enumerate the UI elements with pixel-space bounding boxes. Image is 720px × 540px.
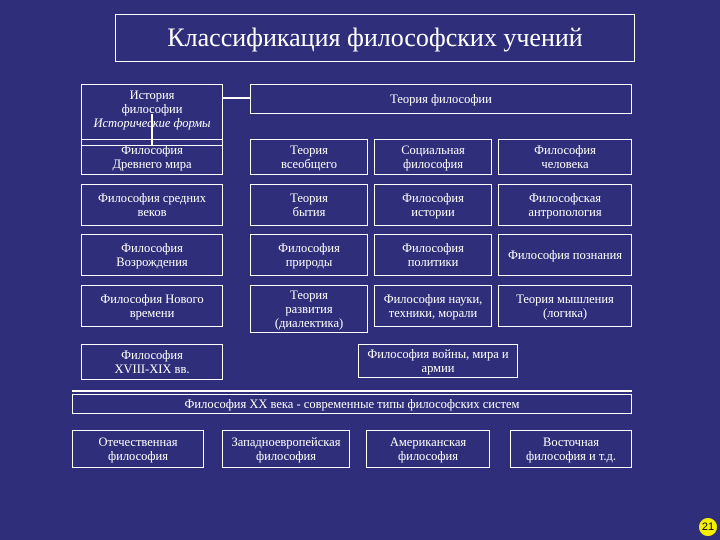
history-item-line2: веков <box>137 205 167 219</box>
system-eastern <box>510 430 632 468</box>
cell-line1: Философия науки, <box>383 292 483 306</box>
cell-line2: (логика) <box>542 306 588 320</box>
history-header-line1: История <box>129 88 175 102</box>
history-item-line2: Древнего мира <box>112 157 192 171</box>
cell-line1: Философия познания <box>507 248 623 262</box>
history-item-line1: Философия Нового <box>100 292 204 306</box>
cell-line1: Теория мышления <box>516 292 614 306</box>
cell-line1: Философия <box>534 143 596 157</box>
history-item-modern <box>81 285 223 327</box>
system-line2: философия <box>256 449 316 463</box>
theory-cell <box>374 285 492 327</box>
theory-cell <box>374 184 492 226</box>
theory-cell <box>250 234 368 276</box>
theory-cell <box>250 184 368 226</box>
history-header-box <box>81 84 223 146</box>
xx-century-box <box>72 394 632 414</box>
cell-line3: (диалектика) <box>274 316 344 330</box>
theory-header-box <box>250 84 632 114</box>
history-item-line2: времени <box>129 306 175 320</box>
system-american <box>366 430 490 468</box>
theory-cell <box>374 139 492 175</box>
theory-cell <box>374 234 492 276</box>
system-national <box>72 430 204 468</box>
history-item-medieval <box>81 184 223 226</box>
xx-century-label: Философия XX века - современные типы философских систем <box>184 397 520 411</box>
theory-cell <box>498 184 632 226</box>
cell-line2: техники, морали <box>388 306 478 320</box>
war-philosophy-box <box>358 344 518 378</box>
theory-cell <box>498 285 632 327</box>
cell-line2: антропология <box>528 205 602 219</box>
war-line2: армии <box>421 361 455 375</box>
cell-line2: философия <box>403 157 463 171</box>
cell-line2: истории <box>411 205 455 219</box>
slide-title: Классификация философских учений <box>115 14 635 62</box>
system-line1: Восточная <box>543 435 599 449</box>
history-header-line2: философии <box>121 102 183 116</box>
connector-xx-h <box>72 390 632 392</box>
cell-line2: бытия <box>292 205 326 219</box>
cell-line1: Теория <box>290 288 328 302</box>
history-item-line1: Философия <box>121 348 183 362</box>
theory-cell <box>498 139 632 175</box>
cell-line2: развития <box>285 302 333 316</box>
war-line1: Философия войны, мира и <box>367 347 509 361</box>
theory-cell <box>250 285 368 333</box>
theory-cell <box>498 234 632 276</box>
cell-line2: политики <box>407 255 459 269</box>
history-item-ancient <box>81 139 223 175</box>
cell-line1: Теория <box>290 191 328 205</box>
theory-header-label: Теория философии <box>390 92 492 106</box>
system-line2: философия <box>108 449 168 463</box>
connector-theory-h <box>223 97 250 99</box>
cell-line1: Философия <box>402 191 464 205</box>
historical-forms-label: Исторические формы <box>93 116 211 130</box>
history-item-line1: Философия средних <box>98 191 206 205</box>
history-item-renaissance <box>81 234 223 276</box>
cell-line2: природы <box>285 255 333 269</box>
page-number-badge: 21 <box>699 518 717 536</box>
cell-line2: человека <box>541 157 589 171</box>
history-item-line2: Возрождения <box>116 255 188 269</box>
cell-line1: Теория <box>290 143 328 157</box>
cell-line1: Социальная <box>401 143 465 157</box>
cell-line2: всеобщего <box>281 157 337 171</box>
history-item-line1: Философия <box>121 241 183 255</box>
history-item-18-19 <box>81 344 223 380</box>
cell-line1: Философия <box>402 241 464 255</box>
cell-line1: Философия <box>278 241 340 255</box>
system-line2: философия и т.д. <box>526 449 616 463</box>
system-line1: Американская <box>389 435 467 449</box>
cell-line1: Философская <box>529 191 601 205</box>
theory-cell <box>250 139 368 175</box>
system-western-european <box>222 430 350 468</box>
history-item-line2: XVIII-XIX вв. <box>114 362 190 376</box>
system-line1: Западноевропейская <box>231 435 341 449</box>
system-line2: философия <box>398 449 458 463</box>
system-line1: Отечественная <box>98 435 178 449</box>
history-item-line1: Философия <box>121 143 183 157</box>
